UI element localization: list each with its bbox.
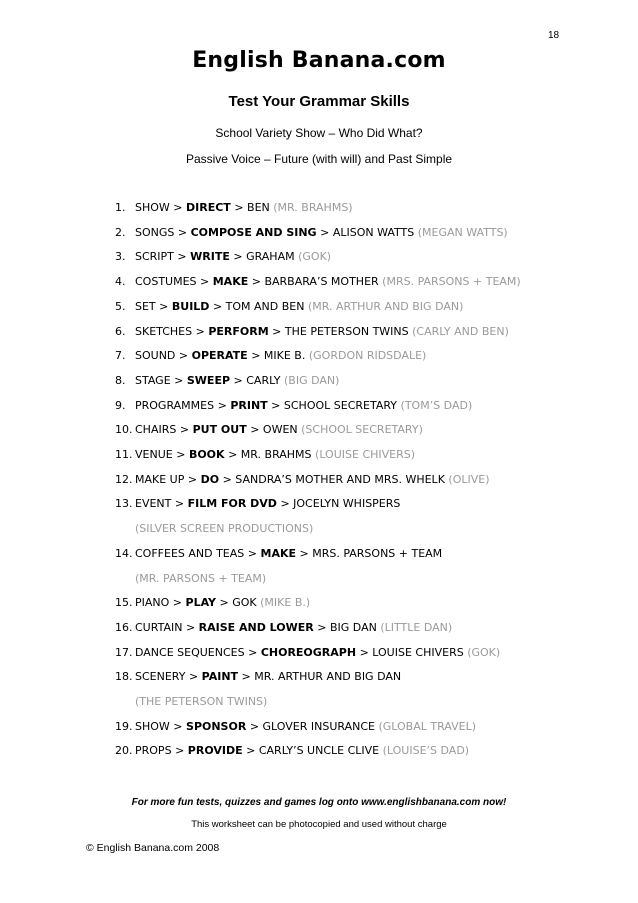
item-past-agent: (MR. ARTHUR AND BIG DAN) [307, 299, 464, 313]
item-number: 8. [115, 373, 126, 387]
separator: > [249, 719, 260, 733]
item-verb: PUT OUT [192, 423, 247, 437]
separator: > [228, 448, 238, 461]
item-noun: SCRIPT [135, 250, 174, 264]
separator: > [271, 398, 281, 412]
item-number: 3. [115, 250, 126, 264]
item-past-agent: (BIG DAN) [284, 373, 340, 387]
item-verb: PERFORM [208, 324, 269, 338]
item-text [135, 547, 442, 560]
separator: > [219, 596, 229, 610]
item-future-agent: GLOVER INSURANCE [262, 719, 375, 733]
item-text [135, 646, 500, 659]
item-verb: WRITE [190, 250, 230, 264]
item-number: 20. [115, 744, 133, 758]
separator: > [173, 201, 183, 214]
separator: > [241, 670, 251, 684]
item-noun: SKETCHES [135, 324, 193, 338]
separator: > [176, 448, 186, 461]
item-future-agent: BARBARA’S MOTHER [264, 275, 379, 289]
item-text [135, 670, 401, 683]
item-number: 12. [115, 472, 133, 486]
item-text [135, 300, 463, 313]
item-text [135, 250, 331, 263]
item-verb: PAINT [201, 670, 239, 684]
item-noun: PROPS [135, 744, 172, 758]
item-text [135, 720, 476, 733]
item-text [135, 522, 313, 535]
separator: > [250, 423, 260, 437]
item-noun: STAGE [135, 373, 171, 387]
item-number: 15. [115, 596, 133, 610]
separator: > [272, 324, 282, 338]
item-number: 19. [115, 719, 133, 733]
page-number: 18 [548, 30, 560, 41]
separator: > [178, 349, 189, 363]
worksheet-subtitle: School Variety Show – Who Did What? [215, 126, 423, 140]
item-noun: DANCE SEQUENCES [135, 645, 245, 659]
separator: > [247, 546, 257, 560]
item-number: 17. [115, 645, 133, 659]
item-text [135, 399, 472, 412]
item-past-agent: (GOK) [467, 645, 501, 659]
separator: > [299, 546, 309, 560]
item-noun: MAKE UP [135, 472, 185, 486]
item-past-agent: (THE PETERSON TWINS) [135, 695, 268, 708]
item-number: 6. [115, 324, 126, 338]
item-noun: VENUE [135, 448, 173, 461]
item-past-agent: (GORDON RIDSDALE) [308, 349, 427, 363]
item-verb: MAKE [260, 546, 296, 560]
item-future-agent: THE PETERSON TWINS [284, 324, 409, 338]
separator: > [179, 423, 190, 437]
separator: > [177, 225, 188, 239]
item-future-agent: BIG DAN [329, 620, 377, 634]
footer-promo: For more fun tests, quizzes and games log onto www.englishbanana.com now! [131, 797, 507, 808]
item-verb: RAISE AND LOWER [198, 620, 314, 634]
separator: > [320, 225, 330, 239]
separator: > [217, 398, 227, 412]
separator: > [233, 373, 243, 387]
separator: > [177, 250, 187, 264]
item-noun: PROGRAMMES [135, 398, 215, 412]
item-verb: SPONSOR [186, 719, 247, 733]
item-past-agent: (GLOBAL TRAVEL) [378, 719, 477, 733]
item-text [135, 744, 469, 757]
item-future-agent: ALISON WATTS [332, 225, 415, 239]
item-future-agent: GOK [232, 596, 257, 610]
item-verb: PRINT [230, 398, 268, 412]
grammar-topic: Passive Voice – Future (with will) and Past Simple [185, 152, 453, 166]
item-number: 1. [115, 201, 126, 214]
separator: > [251, 349, 261, 363]
item-past-agent: (LOUISE’S DAD) [382, 744, 470, 758]
item-noun: SONGS [135, 225, 175, 239]
item-number: 2. [115, 225, 126, 239]
item-text [135, 695, 267, 708]
item-past-agent: (SILVER SCREEN PRODUCTIONS) [135, 522, 314, 536]
separator: > [234, 201, 244, 214]
item-verb: BUILD [171, 299, 210, 313]
item-past-agent: (SCHOOL SECRETARY) [301, 423, 423, 437]
item-past-agent: (TOM’S DAD) [400, 398, 473, 412]
item-text [135, 572, 266, 585]
item-future-agent: BEN [247, 201, 270, 214]
item-verb: COMPOSE AND SING [190, 225, 317, 239]
item-number: 14. [115, 546, 133, 560]
separator: > [173, 719, 183, 733]
item-past-agent: (LOUISE CHIVERS) [315, 448, 416, 461]
item-text [135, 497, 400, 510]
item-future-agent: TOM AND BEN [225, 299, 305, 313]
item-verb: PLAY [185, 596, 217, 610]
item-verb: BOOK [188, 448, 225, 461]
item-text [135, 473, 490, 486]
item-noun: CURTAIN [135, 620, 183, 634]
item-future-agent: MR. BRAHMS [240, 448, 312, 461]
separator: > [195, 324, 205, 338]
item-past-agent: (MEGAN WATTS) [417, 225, 508, 239]
item-past-agent: (MIKE B.) [260, 596, 311, 610]
item-past-agent: (CARLY AND BEN) [412, 324, 509, 338]
separator: > [251, 275, 261, 289]
item-number: 9. [115, 398, 126, 412]
brand-logo: English Banana.com [192, 48, 446, 73]
item-past-agent: (MR. PARSONS + TEAM) [135, 571, 267, 585]
separator: > [159, 299, 169, 313]
item-past-agent: (GOK) [298, 250, 332, 264]
item-past-agent: (LITTLE DAN) [380, 620, 453, 634]
separator: > [200, 275, 210, 289]
item-text [135, 349, 426, 362]
item-number: 4. [115, 275, 126, 289]
item-number: 11. [115, 448, 133, 461]
item-number: 13. [115, 497, 133, 511]
separator: > [317, 620, 327, 634]
item-past-agent: (MRS. PARSONS + TEAM) [382, 275, 521, 289]
item-noun: COSTUMES [135, 275, 197, 289]
item-future-agent: SANDRA’S MOTHER AND MRS. WHELK [235, 472, 445, 486]
item-number: 10. [115, 423, 133, 437]
item-verb: CHOREOGRAPH [260, 645, 357, 659]
item-verb: DIRECT [186, 201, 231, 214]
separator: > [248, 645, 258, 659]
item-noun: COFFEES AND TEAS [135, 546, 245, 560]
separator: > [222, 472, 232, 486]
separator: > [172, 596, 183, 610]
page-title: Test Your Grammar Skills [228, 93, 410, 110]
copyright: © English Banana.com 2008 [86, 842, 220, 854]
item-text [135, 325, 509, 338]
separator: > [233, 250, 243, 264]
item-noun: SCENERY [135, 670, 186, 684]
separator: > [185, 620, 196, 634]
separator: > [175, 744, 185, 758]
item-future-agent: LOUISE CHIVERS [372, 645, 464, 659]
item-noun: SHOW [135, 719, 170, 733]
item-text [135, 448, 415, 461]
separator: > [280, 497, 290, 511]
item-future-agent: JOCELYN WHISPERS [293, 497, 401, 511]
item-future-agent: OWEN [262, 423, 298, 437]
separator: > [174, 497, 185, 511]
item-future-agent: MRS. PARSONS + TEAM [312, 546, 443, 560]
item-future-agent: SCHOOL SECRETARY [283, 398, 398, 412]
item-text [135, 201, 353, 214]
item-number: 5. [115, 299, 126, 313]
item-verb: SWEEP [186, 373, 231, 387]
item-noun: CHAIRS [135, 423, 177, 437]
separator: > [359, 645, 369, 659]
item-past-agent: (OLIVE) [448, 472, 490, 486]
separator: > [188, 670, 199, 684]
item-text [135, 226, 508, 239]
item-future-agent: CARLY’S UNCLE CLIVE [258, 744, 380, 758]
separator: > [212, 299, 223, 313]
item-verb: DO [200, 472, 220, 486]
item-number: 7. [115, 349, 126, 363]
item-future-agent: GRAHAM [246, 250, 295, 264]
item-text [135, 596, 310, 609]
item-future-agent: MIKE B. [263, 349, 306, 363]
separator: > [187, 472, 198, 486]
item-future-agent: MR. ARTHUR AND BIG DAN [254, 670, 402, 684]
item-future-agent: CARLY [246, 373, 281, 387]
item-verb: PROVIDE [187, 744, 243, 758]
item-noun: SET [135, 299, 156, 313]
item-noun: PIANO [135, 596, 170, 610]
separator: > [246, 744, 256, 758]
item-noun: SHOW [135, 201, 170, 214]
item-verb: MAKE [212, 275, 249, 289]
item-text [135, 275, 521, 288]
item-noun: SOUND [135, 349, 176, 363]
item-number: 16. [115, 620, 133, 634]
item-verb: FILM FOR DVD [187, 497, 277, 511]
item-verb: OPERATE [191, 349, 248, 363]
item-text [135, 423, 423, 436]
item-number: 18. [115, 670, 133, 684]
separator: > [174, 373, 184, 387]
item-text [135, 621, 452, 634]
item-past-agent: (MR. BRAHMS) [273, 201, 353, 214]
item-text [135, 374, 339, 387]
footer-note: This worksheet can be photocopied and used without charge [191, 819, 447, 830]
item-noun: EVENT [135, 497, 172, 511]
